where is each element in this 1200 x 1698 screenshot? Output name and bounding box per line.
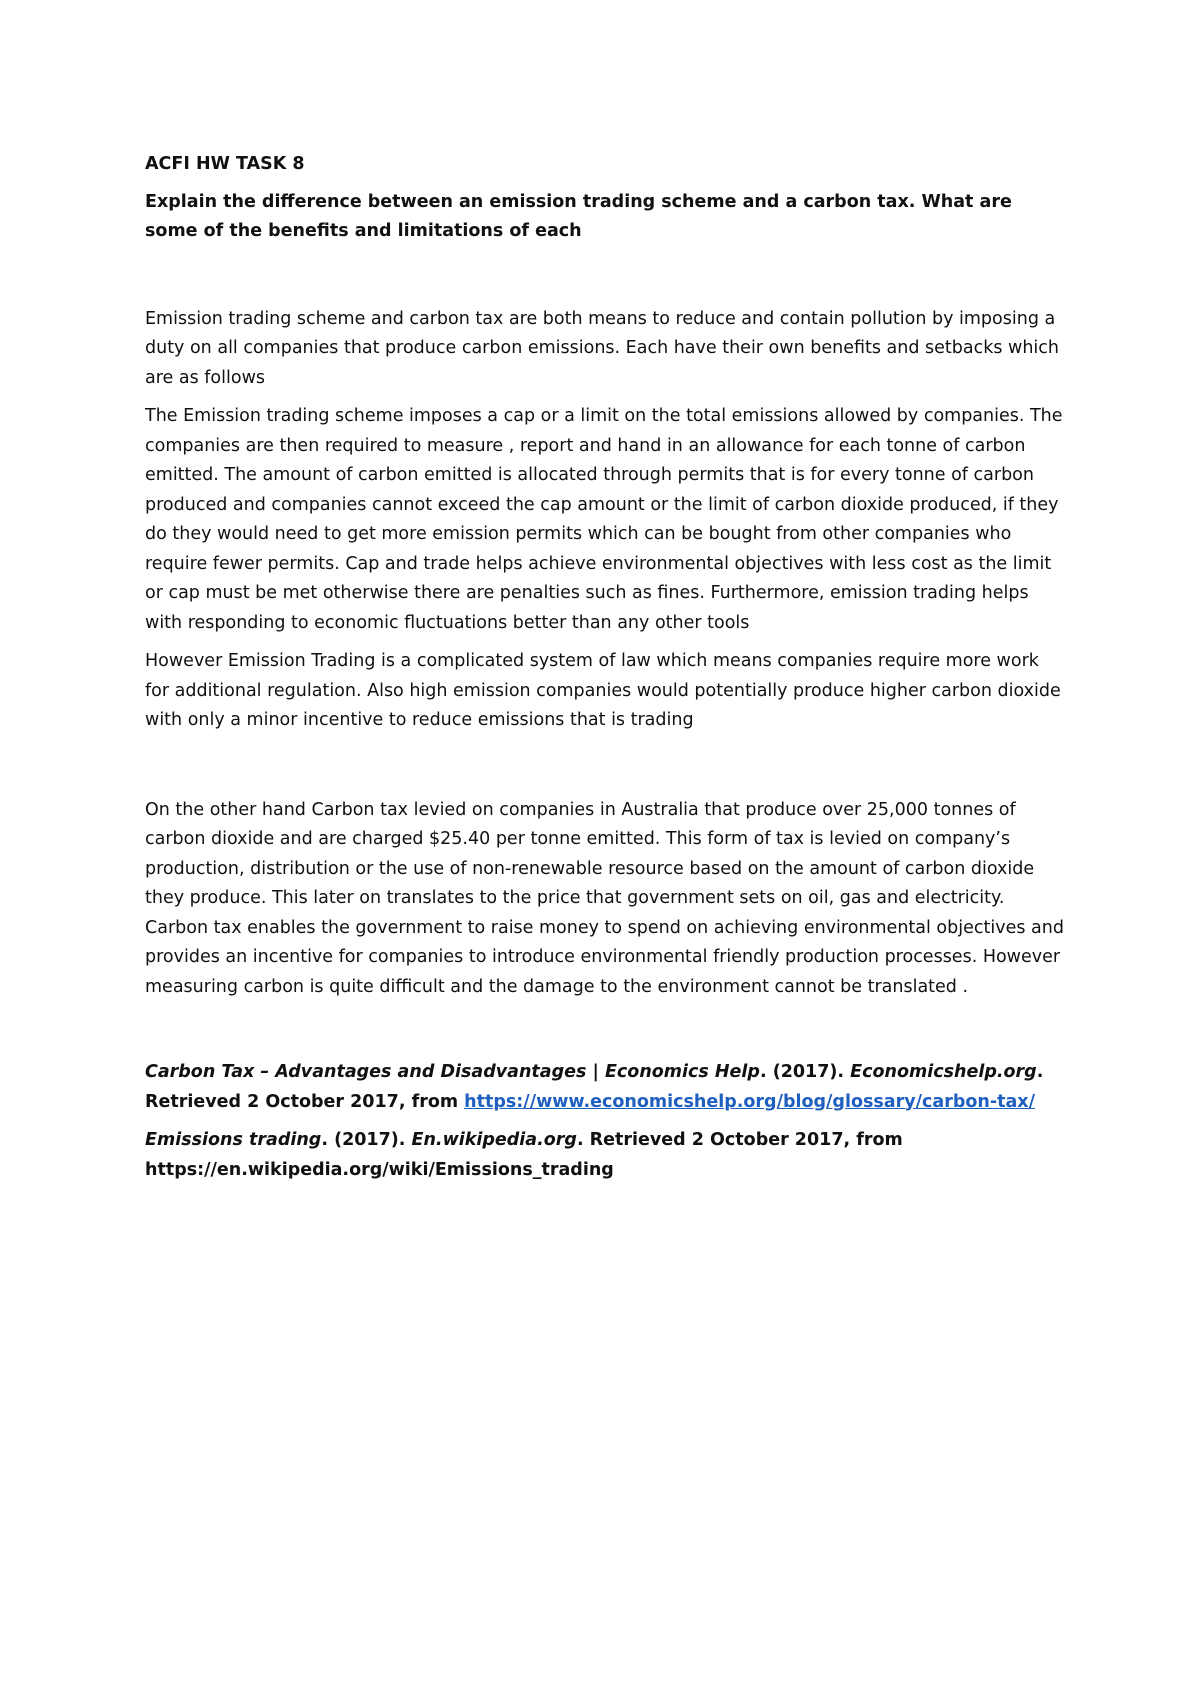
reference-item: [145, 1058, 1065, 1117]
reference-retrieved: . Retrieved 2 October 2017, from: [576, 1130, 903, 1150]
reference-site: Economicshelp.org: [850, 1062, 1037, 1082]
reference-link[interactable]: https://www.economicshelp.org/blog/glossary/carbon-tax/: [464, 1091, 1035, 1112]
ets-paragraph: The Emission trading scheme imposes a cap or a limit on the total emissions allowed by companies. The companies are then required to measure , report and hand in an allowance for each tonne of carbon emitted. The amount of carbon emitted is allocated through permits that is for every tonne of carbon produced and companies cannot exceed the cap amount or the limit of carbon dioxide produced, if they do they would need to get more emission permits which can be bought from other companies who require fewer permits. Cap and trade helps achieve environmental objectives with less cost as the limit or cap must be met otherwise there are penalties such as fines. Furthermore, emission trading helps with responding to economic fluctuations better than any other tools: [145, 406, 1063, 633]
reference-title: Emissions trading: [145, 1130, 322, 1150]
reference-site: En.wikipedia.org: [411, 1130, 577, 1150]
document-page: [145, 150, 1065, 1194]
carbon-tax-paragraph: On the other hand Carbon tax levied on companies in Australia that produce over 25,000 tonnes of carbon dioxide and are charged $25.40 per tonne emitted. This form of tax is levied on company’s production, distribution or the use of non-renewable resource based on the amount of carbon dioxide they produce. This later on translates to the price that government sets on oil, gas and electricity. Carbon tax enables the government to raise money to spend on achieving environmental objectives and provides an incentive for companies to introduce environmental friendly production processes. However measuring carbon is quite difficult and the damage to the environment cannot be translated .: [145, 799, 1064, 997]
ets-limitations-paragraph: However Emission Trading is a complicated system of law which means companies require more work for additional regulation. Also high emission companies would potentially produce higher carbon dioxide with only a minor incentive to reduce emissions that is trading: [145, 651, 1061, 730]
reference-year: . (2017).: [759, 1062, 851, 1082]
reference-retrieved: . Retrieved 2 October 2017, from: [145, 1062, 1044, 1112]
intro-paragraph: Emission trading scheme and carbon tax are both means to reduce and contain pollution by imposing a duty on all companies that produce carbon emissions. Each have their own benefits and setbacks which are as follows: [145, 308, 1060, 388]
reference-title: Carbon Tax – Advantages and Disadvantages | Economics Help: [145, 1062, 760, 1082]
reference-item: [145, 1126, 1065, 1185]
reference-year: . (2017).: [321, 1130, 412, 1150]
reference-url-text: https://en.wikipedia.org/wiki/Emissions_trading: [145, 1159, 614, 1180]
question-prompt: Explain the difference between an emission trading scheme and a carbon tax. What are some of the benefits and limitations of each: [145, 191, 1012, 241]
document-title: ACFI HW TASK 8: [145, 154, 305, 174]
